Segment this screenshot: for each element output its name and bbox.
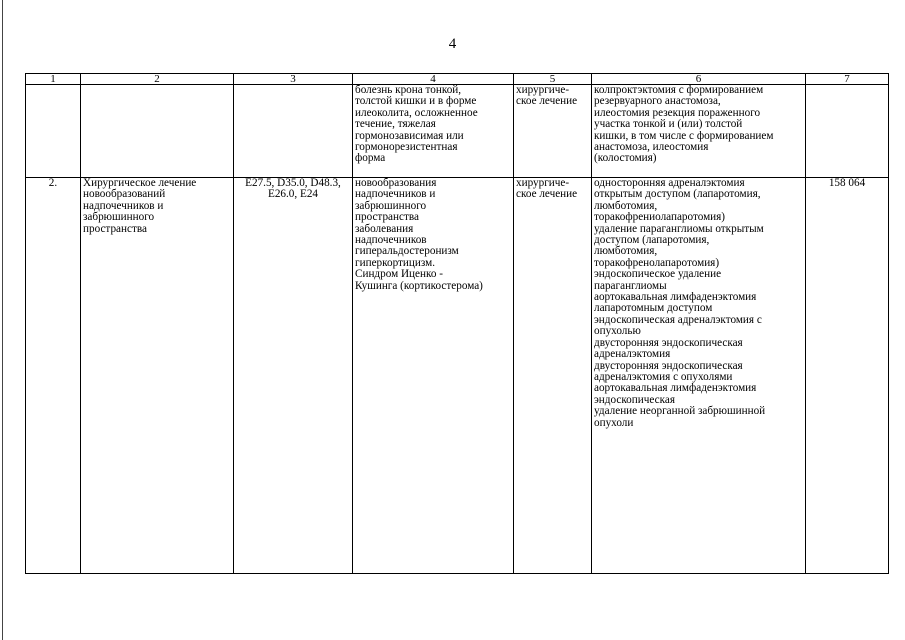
icd-codes-cell xyxy=(234,85,353,178)
row-number-cell xyxy=(26,85,81,178)
medical-care-table xyxy=(25,73,889,574)
column-header: 4 xyxy=(353,74,514,85)
column-header: 7 xyxy=(806,74,889,85)
patient-model-cell: болезнь крона тонкой, толстой кишки и в форме илеоколита, осложненное течение, тяжелая гормонозависимая или гормонорезистентная форма xyxy=(353,85,514,178)
treatment-method-cell: колпроктэктомия с формированием резервуарного анастомоза, илеостомия резекция пораженного участка тонкой и (или) толстой кишки, в том числе с формированием анастомоза, илеостомия (колостомия) xyxy=(592,85,806,178)
treatment-method-cell: односторонняя адреналэктомия открытым доступом (лапаротомия, люмботомия, торакофрениолапаротомия) удаление параганглиомы открытым доступом (лапаротомия, люмботомия, торакофренолапаротомия) эндоскопическое удаление параганглиомы аортокавальная лимфаденэктомия лапаротомным доступом эндоскопическая адреналэктомия с опухолью двусторонняя эндоскопическая адреналэктомия двусторонняя эндоскопическая адреналэктомия с опухолями аортокавальная лимфаденэктомия эндоскопическая удаление неорганной забрюшинной опухоли xyxy=(592,178,806,574)
row-number-cell: 2. xyxy=(26,178,81,574)
column-header: 6 xyxy=(592,74,806,85)
cost-cell xyxy=(806,85,889,178)
treatment-type-cell: хирургиче- ское лечение xyxy=(514,85,592,178)
table-row-2 xyxy=(26,178,889,574)
table-row-continuation xyxy=(26,85,889,178)
cost-cell: 158 064 xyxy=(806,178,889,574)
column-number-header-row xyxy=(26,74,889,85)
care-name-cell: Хирургическое лечение новообразований надпочечников и забрюшинного пространства xyxy=(81,178,234,574)
icd-codes-cell: E27.5, D35.0, D48.3, E26.0, E24 xyxy=(234,178,353,574)
column-header: 2 xyxy=(81,74,234,85)
page-left-edge-line xyxy=(2,0,3,640)
page-number: 4 xyxy=(448,36,457,52)
patient-model-cell: новообразования надпочечников и забрюшинного пространства заболевания надпочечников гиперальдостеронизм гиперкортицизм. Синдром Иценко - Кушинга (кортикостерома) xyxy=(353,178,514,574)
care-name-cell xyxy=(81,85,234,178)
treatment-type-cell: хирургиче- ское лечение xyxy=(514,178,592,574)
column-header: 5 xyxy=(514,74,592,85)
column-header: 3 xyxy=(234,74,353,85)
column-header: 1 xyxy=(26,74,81,85)
